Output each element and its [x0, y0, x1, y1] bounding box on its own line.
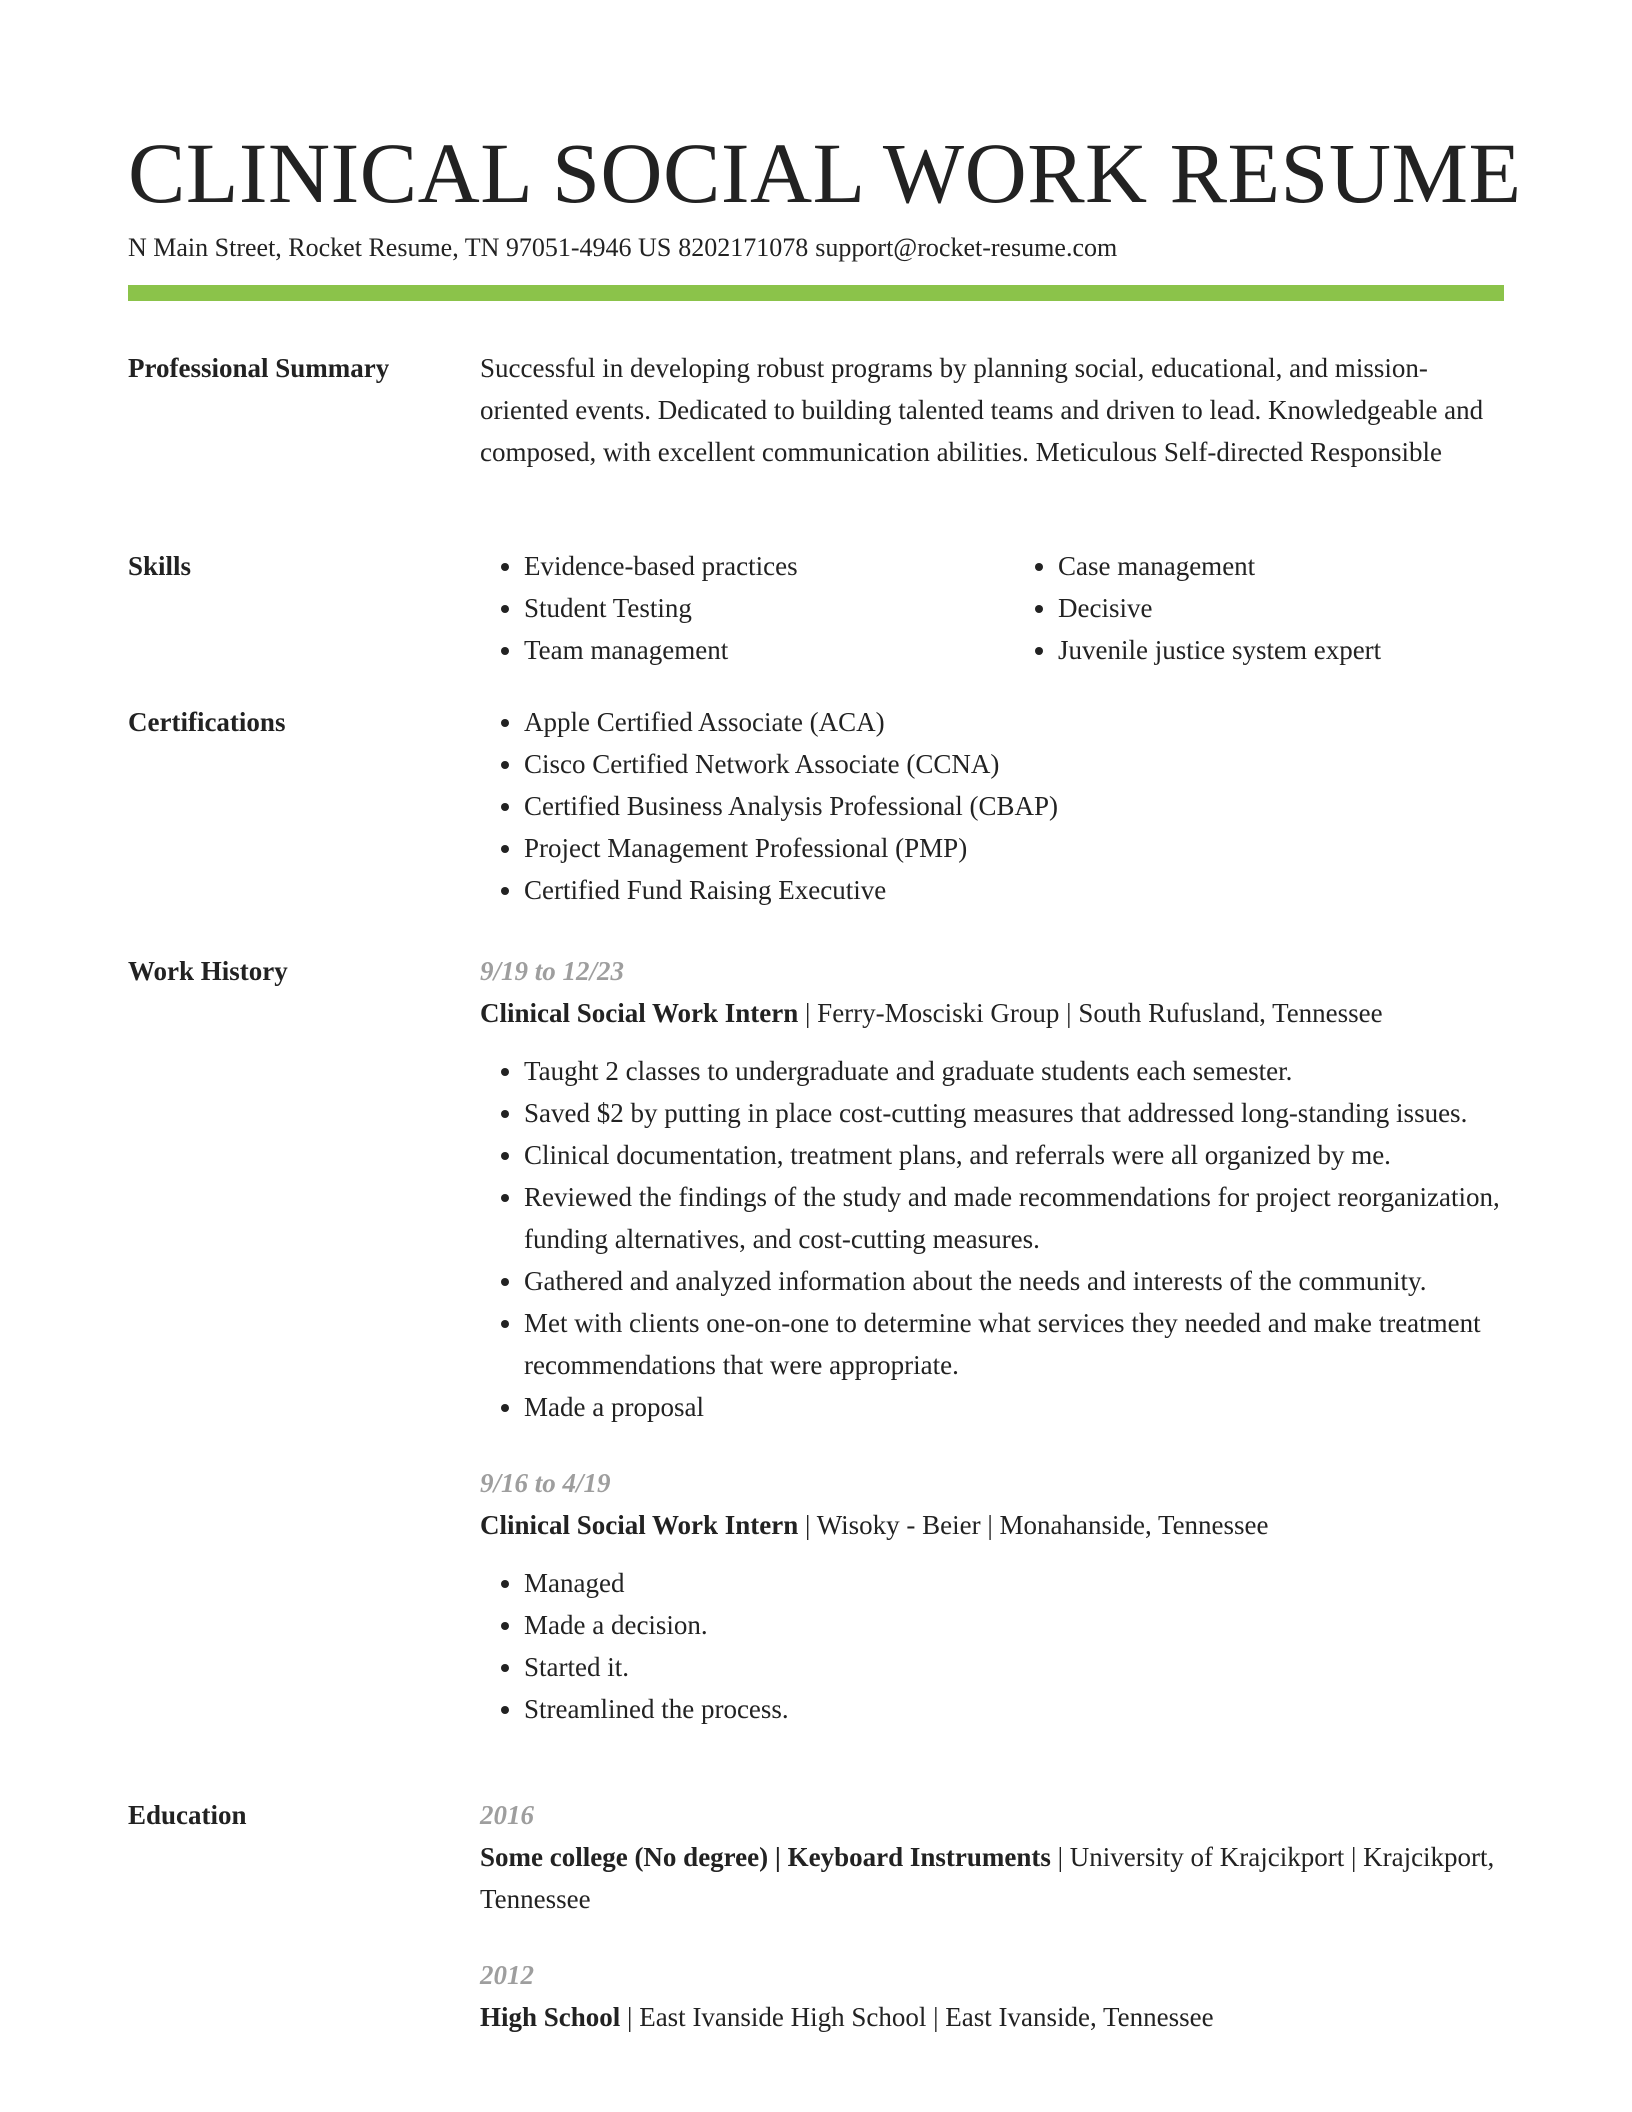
job-title-line — [480, 1504, 1504, 1546]
skill-item: • Student Testing — [524, 587, 970, 629]
job-title-line — [480, 992, 1504, 1034]
resume-title: CLINICAL SOCIAL WORK RESUME — [128, 125, 1522, 221]
education-body — [480, 1794, 1504, 2038]
contact-phone: 8202171078 — [678, 233, 809, 262]
job-dates: 9/19 to 12/23 — [480, 956, 625, 986]
contact-email: support@rocket-resume.com — [815, 233, 1118, 262]
job-role: Clinical Social Work Intern — [480, 998, 799, 1028]
education-details: | East Ivanside High School | East Ivanside, Tennessee — [620, 2002, 1214, 2032]
job-bullet: • Saved $2 by putting in place cost-cutting measures that addressed long-standing issues. — [524, 1092, 1504, 1134]
job-bullets — [480, 1562, 1504, 1730]
skills-body — [480, 545, 1504, 671]
education-entry — [480, 1794, 1504, 1920]
skill-item: • Decisive — [1058, 587, 1504, 629]
contact-line — [128, 230, 1117, 266]
education-degree: Some college (No degree) | Keyboard Instruments — [480, 1842, 1051, 1872]
education-heading: Education — [128, 1800, 247, 1830]
job-bullet: • Taught 2 classes to undergraduate and graduate students each semester. — [524, 1050, 1504, 1092]
work-history-heading: Work History — [128, 956, 288, 986]
skill-item: • Juvenile justice system expert — [1058, 629, 1504, 671]
job-role: Clinical Social Work Intern — [480, 1510, 799, 1540]
education-year: 2016 — [480, 1800, 534, 1830]
job-bullet: • Met with clients one-on-one to determine what services they needed and make treatment recommendations that were appropriate. — [524, 1302, 1504, 1386]
skill-item: • Team management — [524, 629, 970, 671]
job-bullet: • Made a decision. — [524, 1604, 1504, 1646]
job-dates: 9/16 to 4/19 — [480, 1468, 611, 1498]
job-entry — [480, 950, 1504, 1428]
skills-column-2 — [1014, 545, 1504, 671]
summary-text: Successful in developing robust programs by planning social, educational, and mission-oriented events. Dedicated to building talented teams and driven to lead. Knowledgeable and composed, with excellent communication abilities. Meticulous Self-directed Responsible — [480, 353, 1484, 467]
summary-body — [480, 347, 1504, 473]
job-bullets — [480, 1050, 1504, 1428]
job-bullet: • Reviewed the findings of the study and made recommendations for project reorganization, funding alternatives, and cost-cutting measures. — [524, 1176, 1504, 1260]
skills-column-1 — [480, 545, 970, 671]
skills-heading: Skills — [128, 551, 192, 581]
education-line — [480, 1836, 1504, 1920]
header-divider — [128, 285, 1504, 301]
skill-item: • Evidence-based practices — [524, 545, 970, 587]
education-details: | University of Krajcikport | Krajcikport, Tennessee — [480, 1842, 1495, 1914]
job-bullet: • Streamlined the process. — [524, 1688, 1504, 1730]
job-details: | Ferry-Mosciski Group | South Rufusland, Tennessee — [798, 998, 1383, 1028]
skill-item: • Case management — [1058, 545, 1504, 587]
education-year: 2012 — [480, 1960, 534, 1990]
certifications-list — [480, 701, 1504, 911]
skills-grid — [480, 545, 1504, 671]
work-history-body — [480, 950, 1504, 1730]
certifications-heading: Certifications — [128, 707, 286, 737]
job-details: | Wisoky - Beier | Monahanside, Tennessee — [798, 1510, 1269, 1540]
job-bullet: • Started it. — [524, 1646, 1504, 1688]
job-bullet: • Managed — [524, 1562, 1504, 1604]
contact-address: N Main Street, Rocket Resume, TN 97051-4946 US — [128, 233, 672, 262]
certification-item: • Cisco Certified Network Associate (CCNA) — [524, 743, 1504, 785]
certifications-body — [480, 701, 1504, 911]
summary-heading: Professional Summary — [128, 353, 390, 383]
certification-item: • Apple Certified Associate (ACA) — [524, 701, 1504, 743]
education-line — [480, 1996, 1504, 2038]
certification-item: • Project Management Professional (PMP) — [524, 827, 1504, 869]
job-entry — [480, 1462, 1504, 1730]
job-bullet: • Clinical documentation, treatment plans, and referrals were all organized by me. — [524, 1134, 1504, 1176]
job-bullet: • Gathered and analyzed information about the needs and interests of the community. — [524, 1260, 1504, 1302]
education-degree: High School — [480, 2002, 621, 2032]
job-bullet: • Made a proposal — [524, 1386, 1504, 1428]
certification-item: • Certified Fund Raising Executive — [524, 869, 1504, 911]
education-entry — [480, 1954, 1504, 2038]
certification-item: • Certified Business Analysis Professional (CBAP) — [524, 785, 1504, 827]
